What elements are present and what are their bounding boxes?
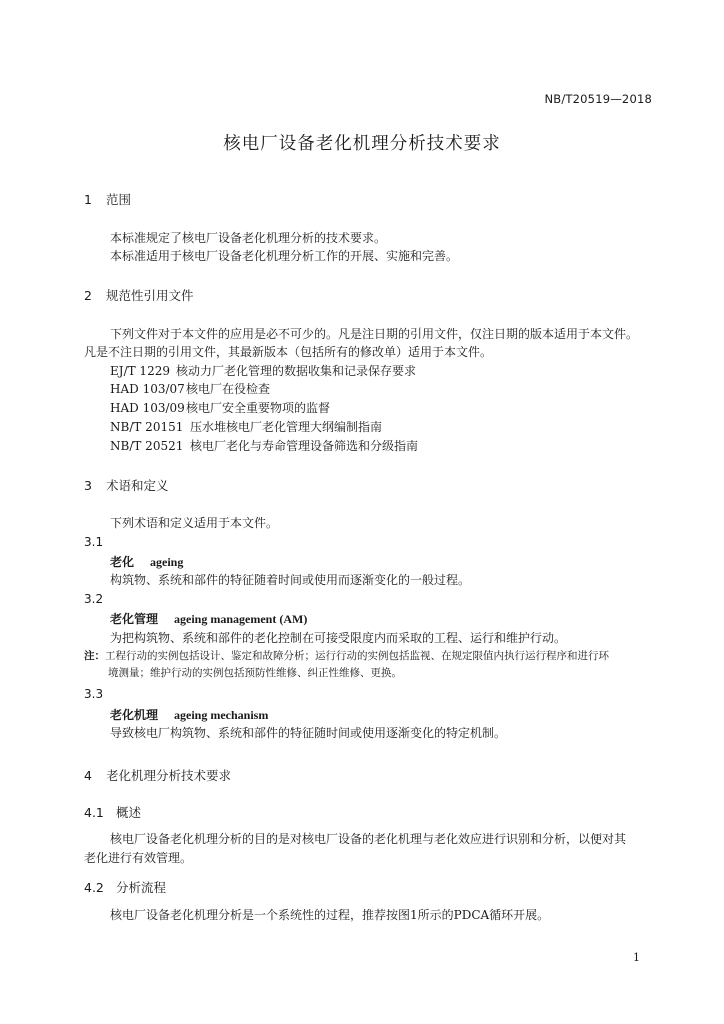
reference-code: NB/T 20521	[110, 439, 184, 453]
section-4-heading	[84, 766, 231, 784]
note-line-2: 境测量；维护行动的实例包括预防性维修、纠正性维修、更换。	[108, 667, 402, 679]
reference-title: 压水堆核电厂老化管理大纲编制指南	[190, 420, 383, 434]
subsection-title: 概述	[116, 805, 142, 820]
document-title: 核电厂设备老化机理分析技术要求	[223, 134, 501, 154]
note-line-1: 工程行动的实例包括设计、鉴定和故障分析；运行行动的实例包括监视、在规定限值内执行运行程序和进行环	[105, 650, 609, 662]
overview-line-2: 老化进行有效管理。	[84, 851, 193, 865]
term-definition: 导致核电厂构筑物、系统和部件的特征随时间或使用逐渐变化的特定机制。	[110, 726, 507, 740]
scope-paragraph-1: 本标准规定了核电厂设备老化机理分析的技术要求。	[110, 231, 387, 245]
term-name-en: ageing mechanism	[174, 708, 269, 722]
section-3-heading	[84, 476, 169, 494]
term-number: 3.3	[84, 687, 104, 701]
terms-intro: 下列术语和定义适用于本文件。	[110, 516, 279, 530]
references-intro-line-1: 下列文件对于本文件的应用是必不可少的。凡是注日期的引用文件，仅注日期的版本适用于本文件。	[110, 327, 639, 341]
note-label: 注：	[84, 650, 105, 662]
subsection-title: 分析流程	[116, 880, 167, 895]
process-line-1: 核电厂设备老化机理分析是一个系统性的过程，推荐按图1所示的PDCA循环开展。	[110, 908, 550, 922]
term-definition: 为把构筑物、系统和部件的老化控制在可接受限度内而采取的工程、运行和维护行动。	[110, 631, 567, 645]
reference-code: EJ/T 1229	[110, 364, 170, 378]
reference-title: 核电厂在役检查	[186, 382, 271, 396]
section-number: 2	[84, 288, 92, 303]
references-intro-line-2: 凡是不注日期的引用文件，其最新版本（包括所有的修改单）适用于本文件。	[84, 345, 493, 359]
reference-item	[110, 399, 330, 416]
subsection-number: 4.2	[84, 880, 104, 895]
reference-code: HAD 103/09	[110, 401, 185, 415]
term-definition: 构筑物、系统和部件的特征随着时间或使用而逐渐变化的一般过程。	[110, 573, 471, 587]
reference-item	[110, 437, 418, 454]
section-title: 规范性引用文件	[106, 288, 194, 303]
reference-code: HAD 103/07	[110, 382, 185, 396]
overview-line-1: 核电厂设备老化机理分析的目的是对核电厂设备的老化机理与老化效应进行识别和分析，以便对其	[110, 832, 627, 846]
term-name	[110, 706, 268, 723]
reference-code: NB/T 20151	[110, 420, 184, 434]
section-1-heading	[84, 190, 131, 208]
reference-title: 核电厂老化与寿命管理设备筛选和分级指南	[190, 439, 419, 453]
standard-number: NB/T20519—2018	[544, 92, 652, 106]
term-name-cn: 老化管理	[110, 612, 159, 626]
section-title: 老化机理分析技术要求	[106, 768, 232, 783]
section-number: 3	[84, 478, 92, 493]
section-number: 4	[84, 768, 92, 783]
section-title: 范围	[106, 192, 132, 207]
page-number: 1	[633, 951, 640, 964]
term-note	[84, 648, 660, 682]
term-name-cn: 老化	[110, 555, 135, 569]
section-number: 1	[84, 192, 92, 207]
reference-title: 核电厂安全重要物项的监督	[186, 401, 331, 415]
section-title: 术语和定义	[106, 478, 169, 493]
term-number: 3.2	[84, 592, 104, 606]
term-name	[110, 553, 183, 570]
section-2-heading	[84, 286, 194, 304]
subsection-4-1-heading	[84, 803, 141, 821]
term-name-cn: 老化机理	[110, 708, 159, 722]
term-number: 3.1	[84, 535, 104, 549]
term-name	[110, 610, 307, 627]
subsection-number: 4.1	[84, 805, 104, 820]
subsection-4-2-heading	[84, 878, 166, 896]
reference-item	[110, 362, 416, 379]
reference-item	[110, 380, 270, 397]
reference-item	[110, 418, 382, 435]
scope-paragraph-2: 本标准适用于核电厂设备老化机理分析工作的开展、实施和完善。	[110, 249, 459, 263]
term-name-en: ageing	[150, 555, 184, 569]
term-name-en: ageing management (AM)	[174, 612, 308, 626]
reference-title: 核动力厂老化管理的数据收集和记录保存要求	[176, 364, 417, 378]
